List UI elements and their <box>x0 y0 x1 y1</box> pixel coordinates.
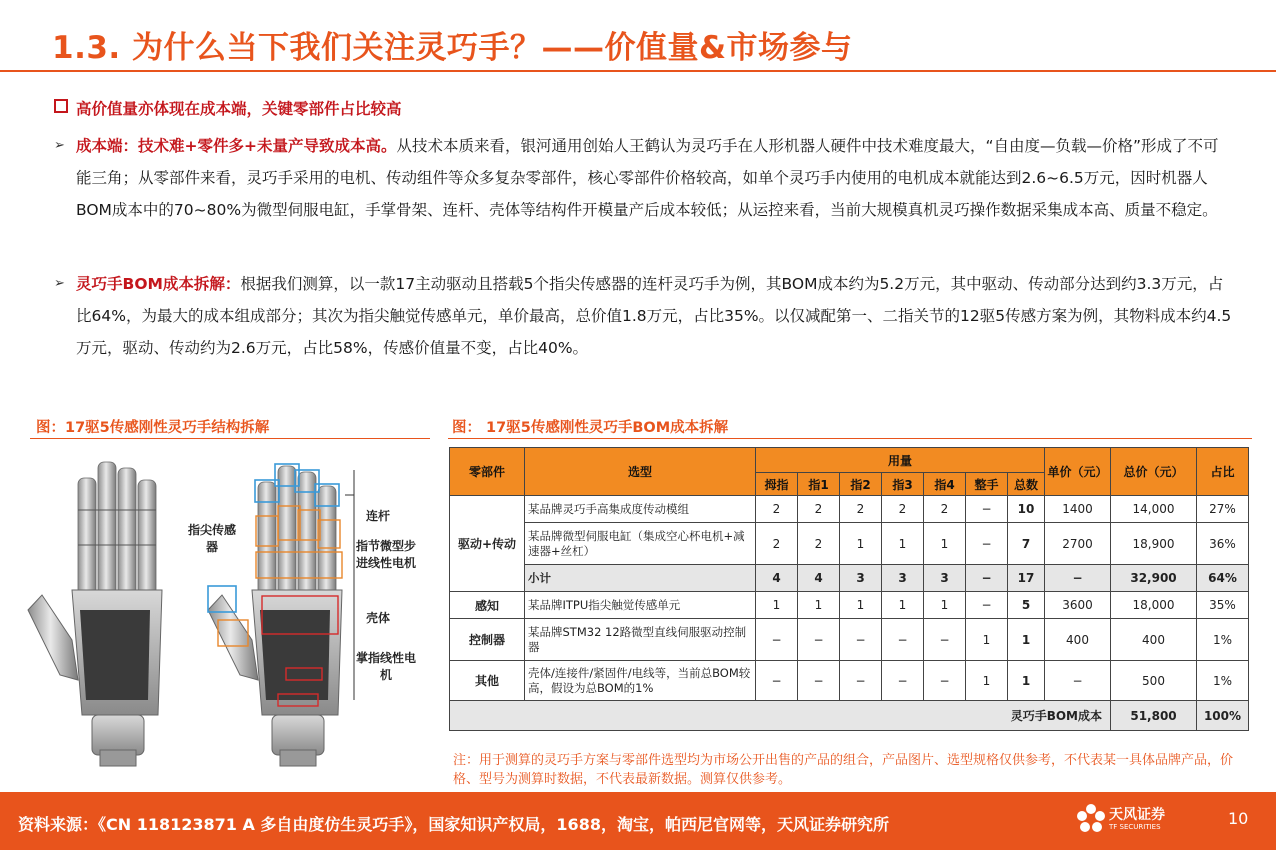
cell-qty: − <box>882 661 924 701</box>
header-model: 选型 <box>525 448 756 496</box>
total-value: 51,800 <box>1111 701 1197 731</box>
cell-total: 18,900 <box>1111 523 1197 565</box>
cell-qty: 1 <box>840 523 882 565</box>
header-unit-price: 单价（元） <box>1045 448 1111 496</box>
total-share: 100% <box>1197 701 1249 731</box>
cell-model: 小计 <box>525 565 756 592</box>
header-finger-3: 指3 <box>882 473 924 496</box>
cell-model: 某品牌微型伺服电缸（集成空心杯电机+减速器+丝杠） <box>525 523 756 565</box>
header-finger-4: 指4 <box>924 473 966 496</box>
header-thumb: 拇指 <box>756 473 798 496</box>
subtotal-row <box>450 565 1249 592</box>
cell-total: 500 <box>1111 661 1197 701</box>
cell-unit: 3600 <box>1045 592 1111 619</box>
label-fingertip-sensor: 指尖传感器 <box>188 523 237 554</box>
cell-qty: 1 <box>756 592 798 619</box>
cell-model: 某品牌STM32 12路微型直线伺服驱动控制器 <box>525 619 756 661</box>
arrow-bullet-icon: ➢ <box>54 276 65 291</box>
cell-qty: 1 <box>924 523 966 565</box>
cell-qty: − <box>798 661 840 701</box>
cell-qty: 4 <box>798 565 840 592</box>
cell-qty: 2 <box>798 523 840 565</box>
cell-qty: 4 <box>756 565 798 592</box>
cell-count: 7 <box>1008 523 1045 565</box>
header-share: 占比 <box>1197 448 1249 496</box>
cell-share: 1% <box>1197 619 1249 661</box>
figure-1-caption: 图：17驱5传感刚性灵巧手结构拆解 <box>36 420 270 436</box>
cell-count: 5 <box>1008 592 1045 619</box>
cell-count: 1 <box>1008 661 1045 701</box>
cell-qty: 2 <box>840 496 882 523</box>
company-logo <box>1075 802 1225 840</box>
cell-qty: 3 <box>840 565 882 592</box>
section-heading-text: 高价值量亦体现在成本端，关键零部件占比较高 <box>76 100 402 118</box>
cell-share: 1% <box>1197 661 1249 701</box>
page-title: 1.3. 为什么当下我们关注灵巧手？——价值量&市场参与 <box>52 30 853 66</box>
group-sense: 感知 <box>450 592 525 619</box>
hand-structure-figure <box>20 450 440 790</box>
table-row <box>450 592 1249 619</box>
group-other: 其他 <box>450 661 525 701</box>
header-finger-2: 指2 <box>840 473 882 496</box>
cell-qty: − <box>756 619 798 661</box>
figure-2-caption: 图： 17驱5传感刚性灵巧手BOM成本拆解 <box>452 420 729 436</box>
cell-qty: − <box>840 661 882 701</box>
cell-qty: 1 <box>798 592 840 619</box>
cell-qty: 2 <box>924 496 966 523</box>
total-row <box>450 701 1249 731</box>
cell-qty: 1 <box>882 523 924 565</box>
cell-share: 27% <box>1197 496 1249 523</box>
header-finger-1: 指1 <box>798 473 840 496</box>
table-row <box>450 496 1249 523</box>
right-hand <box>208 464 354 766</box>
cell-qty: 1 <box>966 661 1008 701</box>
section-heading <box>54 97 402 119</box>
left-hand <box>28 462 162 766</box>
footer-bar <box>0 792 1276 850</box>
cell-count: 17 <box>1008 565 1045 592</box>
logo-text-cn: 天风证券 <box>1109 807 1165 823</box>
title-divider <box>0 70 1276 72</box>
cell-unit: 400 <box>1045 619 1111 661</box>
cell-qty: 3 <box>882 565 924 592</box>
table-row <box>450 619 1249 661</box>
header-whole-hand: 整手 <box>966 473 1008 496</box>
cell-qty: 1 <box>840 592 882 619</box>
cell-qty: − <box>966 523 1008 565</box>
cell-share: 64% <box>1197 565 1249 592</box>
cell-qty: 2 <box>798 496 840 523</box>
cell-qty: − <box>924 661 966 701</box>
label-linkage: 连杆 <box>365 509 390 523</box>
header-count: 总数 <box>1008 473 1045 496</box>
cell-share: 36% <box>1197 523 1249 565</box>
cell-qty: − <box>756 661 798 701</box>
cell-total: 32,900 <box>1111 565 1197 592</box>
cell-qty: 1 <box>882 592 924 619</box>
cell-qty: 2 <box>882 496 924 523</box>
cell-model: 某品牌灵巧手高集成度传动模组 <box>525 496 756 523</box>
cell-unit: − <box>1045 661 1111 701</box>
header-part: 零部件 <box>450 448 525 496</box>
cell-qty: 2 <box>756 523 798 565</box>
label-palm-motor: 掌指线性电机 <box>355 651 416 682</box>
cell-share: 35% <box>1197 592 1249 619</box>
bullet-text: 从技术本质来看，银河通用创始人王鹤认为灵巧手在人形机器人硬件中技术难度最大，“自由度—负载—价格”形成了不可能三角；从零部件来看，灵巧手采用的电机、传动组件等众多复杂零部件，核心零部件价格较高，如单个灵巧手内使用的电机成本就能达到2.6~6.5万元，因时机器人BOM成本中的70~80%为微型伺服电缸，手掌骨架、连杆、壳体等结构件开模量产后成本较低；从运控来看，当前大规模真机灵巧操作数据采集成本高、质量不稳定。 <box>76 137 1219 219</box>
bullet-lead: 成本端：技术难+零件多+未量产导致成本高。 <box>76 137 397 155</box>
figure-1-rule <box>30 438 430 439</box>
cell-total: 14,000 <box>1111 496 1197 523</box>
cell-unit: 2700 <box>1045 523 1111 565</box>
cell-qty: 1 <box>966 619 1008 661</box>
cell-qty: − <box>798 619 840 661</box>
bullet-bom-breakdown <box>54 268 1234 364</box>
figure-2-rule <box>448 438 1252 439</box>
bullet-text: 根据我们测算，以一款17主动驱动且搭载5个指尖传感器的连杆灵巧手为例，其BOM成本约为5.2万元，其中驱动、传动部分达到约3.3万元，占比64%，为最大的成本组成部分；其次为指尖触觉传感单元，单价最高，总价值1.8万元，占比35%。以仅减配第一、二指关节的12驱5传感方案为例，其物料成本约4.5万元，驱动、传动约为2.6万元，占比58%，传感价值量不变，占比40%。 <box>76 275 1232 357</box>
cell-qty: − <box>966 496 1008 523</box>
bullet-lead: 灵巧手BOM成本拆解： <box>76 275 241 293</box>
cell-qty: 2 <box>756 496 798 523</box>
cell-qty: − <box>840 619 882 661</box>
source-citation: 资料来源：《CN 118123871 A 多自由度仿生灵巧手》，国家知识产权局，1688，淘宝，帕西尼官网等，天风证券研究所 <box>18 815 889 834</box>
cell-model: 壳体/连接件/紧固件/电线等，当前总BOM较高，假设为总BOM的1% <box>525 661 756 701</box>
cell-qty: 3 <box>924 565 966 592</box>
cell-qty: 1 <box>924 592 966 619</box>
cell-model: 某品牌ITPU指尖触觉传感单元 <box>525 592 756 619</box>
cell-qty: − <box>882 619 924 661</box>
table-row <box>450 661 1249 701</box>
cell-total: 18,000 <box>1111 592 1197 619</box>
cell-count: 1 <box>1008 619 1045 661</box>
header-total-price: 总价（元） <box>1111 448 1197 496</box>
page-number: 10 <box>1228 809 1249 828</box>
label-joint-motor: 指节微型步进线性电机 <box>355 539 416 570</box>
cell-qty: − <box>966 592 1008 619</box>
label-shell: 壳体 <box>365 611 390 625</box>
flower-logo-icon <box>1075 802 1107 836</box>
table-note: 注：用于测算的灵巧手方案与零部件选型均为市场公开出售的产品的组合，产品图片、选型规格仅供参考，不代表某一具体品牌产品，价格、型号为测算时数据，不代表最新数据。测算仅供参考。 <box>453 753 1234 787</box>
arrow-bullet-icon: ➢ <box>54 138 65 153</box>
logo-text-en: TF SECURITIES <box>1109 823 1161 831</box>
header-qty: 用量 <box>756 448 1045 473</box>
bom-table <box>449 447 1249 731</box>
cell-total: 400 <box>1111 619 1197 661</box>
cell-count: 10 <box>1008 496 1045 523</box>
group-control: 控制器 <box>450 619 525 661</box>
square-bullet-icon <box>54 99 68 113</box>
bullet-cost-side <box>54 130 1234 226</box>
total-label: 灵巧手BOM成本 <box>450 701 1111 731</box>
table-row <box>450 523 1249 565</box>
cell-qty: − <box>924 619 966 661</box>
cell-qty: − <box>966 565 1008 592</box>
cell-unit: 1400 <box>1045 496 1111 523</box>
cell-unit: − <box>1045 565 1111 592</box>
group-drive: 驱动+传动 <box>450 496 525 592</box>
